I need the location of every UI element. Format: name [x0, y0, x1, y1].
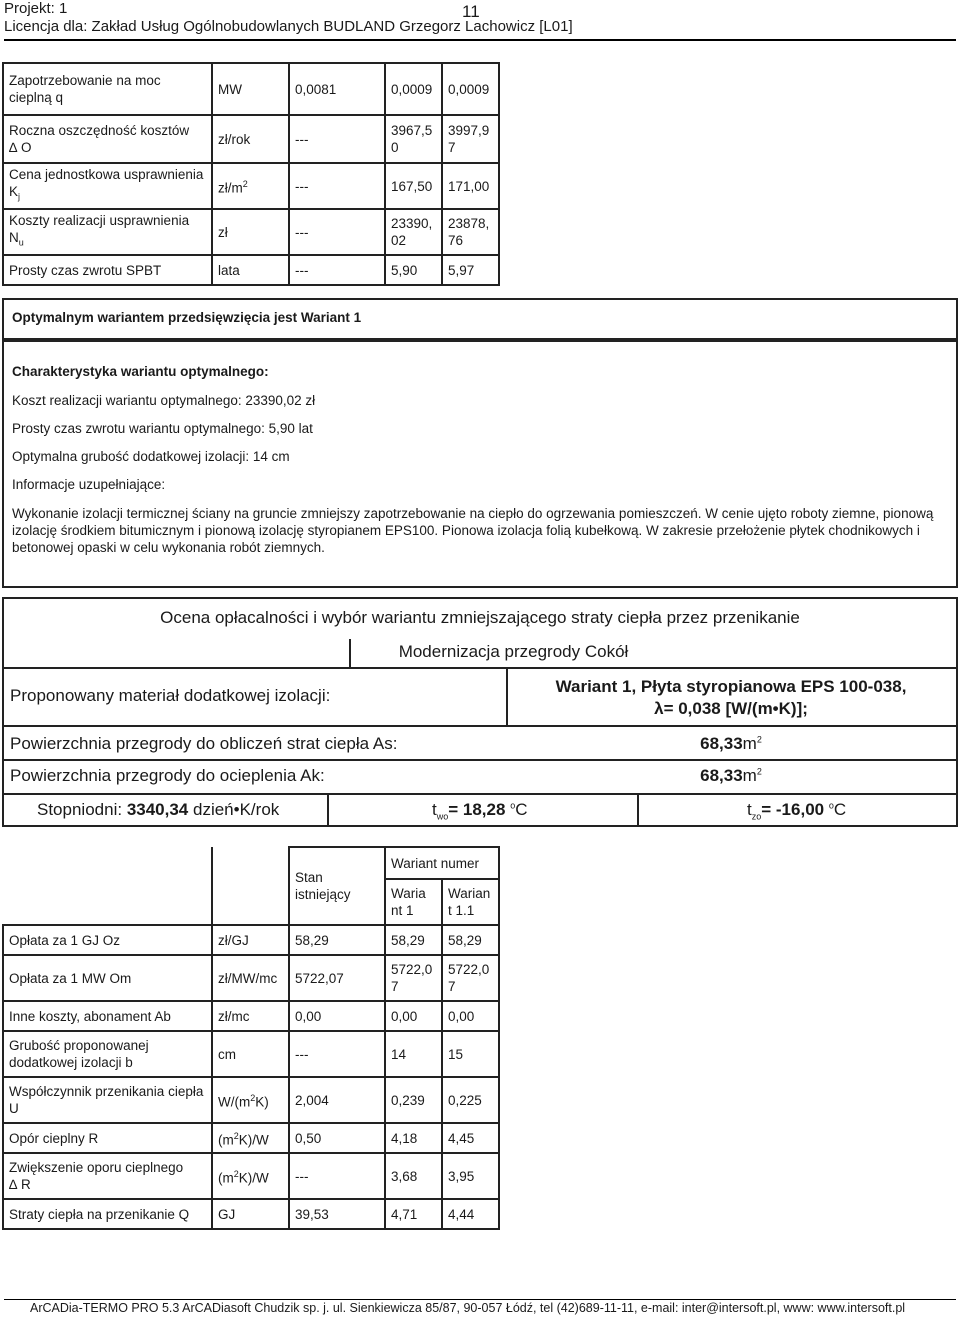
deg-c: C: [515, 800, 528, 819]
savings-table: [2, 62, 500, 286]
row-value-w2: 4,44: [442, 1199, 499, 1229]
footer-divider: [4, 1299, 956, 1300]
row-unit: cm: [212, 1031, 289, 1077]
lambda-value: = 0,038 [W/(m•K)];: [663, 699, 808, 718]
lambda-line: [506, 699, 956, 719]
row-value-w1: 4,71: [385, 1199, 442, 1229]
t-wo: [432, 800, 527, 821]
ak-number: 68,33: [700, 766, 743, 785]
row-value-w1: 58,29: [385, 925, 442, 955]
unit-sup: 2: [242, 178, 248, 189]
row-value-w1: 167,50: [385, 163, 442, 209]
optimal-cost-line: Koszt realizacji wariantu optymalnego: 23390,02 zł: [12, 393, 316, 408]
row-value-w2: 0,0009: [442, 63, 499, 115]
header-empty: [3, 847, 212, 925]
row-value-w1: 0,0009: [385, 63, 442, 115]
row-value-w1: 5,90: [385, 255, 442, 285]
additional-info-text: Wykonanie izolacji termicznej ściany na gruncie zmniejszy zapotrzebowanie na ciepło do ogrzewania pomieszczeń. W cenie ujęto roboty ziemne, pionową izolację środkiem bitumicznym i pionową izolację styropianem EPS100. Pionowa izolacja folią kubełkową. W zakresie przełożenie płytek chodnikowych i betonowej opaski w celu wykonania robót ziemnych.: [12, 506, 934, 555]
table-header-row: [3, 847, 499, 879]
table-row: [3, 1123, 499, 1153]
table-row: [3, 1001, 499, 1031]
row-value-w2: 58,29: [442, 925, 499, 955]
row-divider: [4, 725, 956, 727]
row-divider: [4, 667, 956, 669]
row-label-suffix: O: [21, 140, 32, 155]
degree-days-unit: dzień•K/rok: [193, 800, 280, 819]
table-row: [3, 1031, 499, 1077]
project-label: Projekt: 1: [4, 0, 68, 17]
row-value-w1: 0,00: [385, 1001, 442, 1031]
t-zo-value: = -16,00: [761, 800, 825, 819]
row-value-w2: 3997,9 7: [442, 115, 499, 163]
row-value-existing: 58,29: [289, 925, 385, 955]
header-divider: [4, 39, 956, 41]
row-value-w1: 0,239: [385, 1077, 442, 1123]
unit-text: (m: [218, 1170, 234, 1186]
row-label: Inne koszty, abonament Ab: [3, 1001, 212, 1031]
as-unit-sup: 2: [756, 734, 762, 745]
header-variant-numer: Wariant numer: [385, 847, 499, 879]
row-label-text: Zwiększenie oporu cieplnego: [9, 1160, 184, 1175]
row-divider: [4, 759, 956, 761]
row-value-w2: 0,225: [442, 1077, 499, 1123]
optimal-thickness-line: Optymalna grubość dodatkowej izolacji: 14 cm: [12, 449, 290, 464]
degree-days-value: 3340,34: [126, 800, 189, 819]
row-label: Opór cieplny R: [3, 1123, 212, 1153]
additional-info-title: Informacje uzupełniające:: [12, 477, 166, 492]
row-value-w2: 5,97: [442, 255, 499, 285]
t-zo: [747, 800, 846, 821]
as-value: [506, 734, 956, 754]
footer-text: ArCADia-TERMO PRO 5.3 ArCADiasoft Chudzik sp. j. ul. Sienkiewicza 85/87, 90-057 Łódź, tel (42)689-11-11, e-mail: inter@intersoft.pl, www: www.intersoft.pl: [30, 1301, 906, 1315]
header-w1: Waria nt 1: [385, 879, 442, 925]
page-number: 11: [462, 2, 480, 21]
license-label: Licencja dla: Zakład Usług Ogólnobudowlanych BUDLAND Grzegorz Lachowicz [L01]: [4, 18, 573, 35]
table-row: [3, 1199, 499, 1229]
row-label-text: Koszty realizacji usprawnienia N: [9, 213, 190, 246]
row-label: [3, 1153, 212, 1199]
header-empty: [212, 847, 289, 925]
table-row: [3, 163, 499, 209]
row-unit: zł/GJ: [212, 925, 289, 955]
row-label: [3, 209, 212, 255]
row-label: Straty ciepła na przenikanie Q: [3, 1199, 212, 1229]
col-divider: [327, 793, 329, 825]
row-unit: GJ: [212, 1199, 289, 1229]
row-label: Zapotrzebowanie na moc cieplną q: [3, 63, 212, 115]
row-unit: [212, 163, 289, 209]
row-value-w2: 4,45: [442, 1123, 499, 1153]
row-label-text: Cena jednostkowa usprawnienia K: [9, 167, 204, 200]
row-unit: MW: [212, 63, 289, 115]
t-zo-symbol: t: [747, 800, 752, 819]
row-unit: zł: [212, 209, 289, 255]
unit-text: W/(m: [218, 1094, 251, 1110]
table-row: [3, 209, 499, 255]
header-w2: Warian t 1.1: [442, 879, 499, 925]
material-label: Proponowany materiał dodatkowej izolacji:: [10, 686, 331, 705]
table-row: [3, 63, 499, 115]
table-row: [3, 1153, 499, 1199]
row-label-text: Roczna oszczędność kosztów: [9, 123, 190, 138]
row-label-suffix: R: [21, 1177, 31, 1192]
row-value-existing: ---: [289, 1153, 385, 1199]
t-wo-value: = 18,28: [448, 800, 506, 819]
row-unit: [212, 1153, 289, 1199]
row-divider: [4, 793, 956, 795]
optimal-characteristics-box: [2, 340, 958, 588]
unit-sup: 2: [233, 1168, 239, 1179]
as-number: 68,33: [700, 734, 743, 753]
row-label: Opłata za 1 GJ Oz: [3, 925, 212, 955]
row-value-existing: ---: [289, 115, 385, 163]
table-row: [3, 1077, 499, 1123]
table-row: [3, 255, 499, 285]
deg-c: C: [833, 800, 847, 819]
row-unit: zł/MW/mc: [212, 955, 289, 1001]
col-divider: [637, 793, 639, 825]
characteristics-title: Charakterystyka wariantu optymalnego:: [12, 364, 269, 379]
row-value-w1: 5722,0 7: [385, 955, 442, 1001]
row-value-existing: 2,004: [289, 1077, 385, 1123]
row-value-existing: 5722,07: [289, 955, 385, 1001]
assessment-title: Ocena opłacalności i wybór wariantu zmniejszającego straty ciepła przez przenikanie: [160, 608, 800, 627]
optimal-variant-box: [2, 298, 958, 340]
optimal-payback-line: Prosty czas zwrotu wariantu optymalnego: 5,90 lat: [12, 421, 313, 436]
row-value-w2: 3,95: [442, 1153, 499, 1199]
row-value-existing: ---: [289, 1031, 385, 1077]
row-label: Współczynnik przenikania ciepła U: [3, 1077, 212, 1123]
row-value-w1: 23390, 02: [385, 209, 442, 255]
table-row: [3, 115, 499, 163]
row-unit: [212, 1123, 289, 1153]
lambda-symbol: λ: [654, 699, 664, 718]
row-label: Opłata za 1 MW Om: [3, 955, 212, 1001]
unit-sup: 2: [233, 1130, 239, 1141]
row-unit: zł/mc: [212, 1001, 289, 1031]
row-value-existing: 39,53: [289, 1199, 385, 1229]
deg-sup: o: [828, 800, 834, 811]
ak-value: [506, 766, 956, 786]
t-wo-symbol: t: [432, 800, 437, 819]
row-value-w2: 0,00: [442, 1001, 499, 1031]
row-value-w1: 4,18: [385, 1123, 442, 1153]
degree-days: [37, 800, 279, 820]
row-value-w2: 171,00: [442, 163, 499, 209]
degree-days-label: Stopniodni:: [37, 800, 123, 819]
table-row: [3, 925, 499, 955]
t-zo-sub: zo: [751, 811, 762, 822]
ak-unit: m: [742, 766, 757, 785]
row-value-w1: 14: [385, 1031, 442, 1077]
unit-suffix: K)/W: [238, 1132, 269, 1148]
table-row: [3, 955, 499, 1001]
row-value-existing: ---: [289, 163, 385, 209]
deg-sup: o: [510, 800, 516, 811]
row-value-w1: 3,68: [385, 1153, 442, 1199]
as-unit: m: [742, 734, 757, 753]
ak-unit-sup: 2: [756, 766, 762, 777]
row-value-existing: ---: [289, 209, 385, 255]
row-value-w1: 3967,5 0: [385, 115, 442, 163]
row-label-sub: j: [18, 191, 21, 202]
as-label: Powierzchnia przegrody do obliczeń strat ciepła As:: [10, 734, 398, 753]
assessment-box: [2, 597, 958, 827]
row-value-existing: 0,00: [289, 1001, 385, 1031]
row-label: [3, 115, 212, 163]
row-value-w2: 23878, 76: [442, 209, 499, 255]
unit-text: (m: [218, 1132, 234, 1148]
unit-suffix: K)/W: [238, 1170, 269, 1186]
delta-symbol: ∆: [9, 140, 18, 155]
row-value-w2: 5722,0 7: [442, 955, 499, 1001]
unit-suffix: K): [255, 1094, 269, 1110]
header-stan: Stan istniejący: [289, 847, 385, 925]
variants-table: [2, 846, 500, 1230]
t-wo-sub: wo: [436, 811, 449, 822]
row-label: Grubość proponowanej dodatkowej izolacji b: [3, 1031, 212, 1077]
row-unit: zł/rok: [212, 115, 289, 163]
unit-text: zł/m: [218, 180, 243, 196]
ak-label: Powierzchnia przegrody do ocieplenia Ak:: [10, 766, 325, 785]
material-value: Wariant 1, Płyta styropianowa EPS 100-038,: [555, 677, 907, 696]
row-value-existing: 0,0081: [289, 63, 385, 115]
row-label: [3, 163, 212, 209]
unit-sup: 2: [250, 1092, 256, 1103]
row-label: Prosty czas zwrotu SPBT: [3, 255, 212, 285]
delta-symbol: ∆: [9, 1177, 18, 1192]
row-label-sub: u: [18, 237, 24, 248]
row-value-existing: ---: [289, 255, 385, 285]
assessment-subtitle: Modernizacja przegrody Cokół: [398, 642, 629, 661]
row-value-w2: 15: [442, 1031, 499, 1077]
row-unit: [212, 1077, 289, 1123]
optimal-variant-title: Optymalnym wariantem przedsięwzięcia jest Wariant 1: [12, 310, 362, 325]
row-unit: lata: [212, 255, 289, 285]
row-value-existing: 0,50: [289, 1123, 385, 1153]
